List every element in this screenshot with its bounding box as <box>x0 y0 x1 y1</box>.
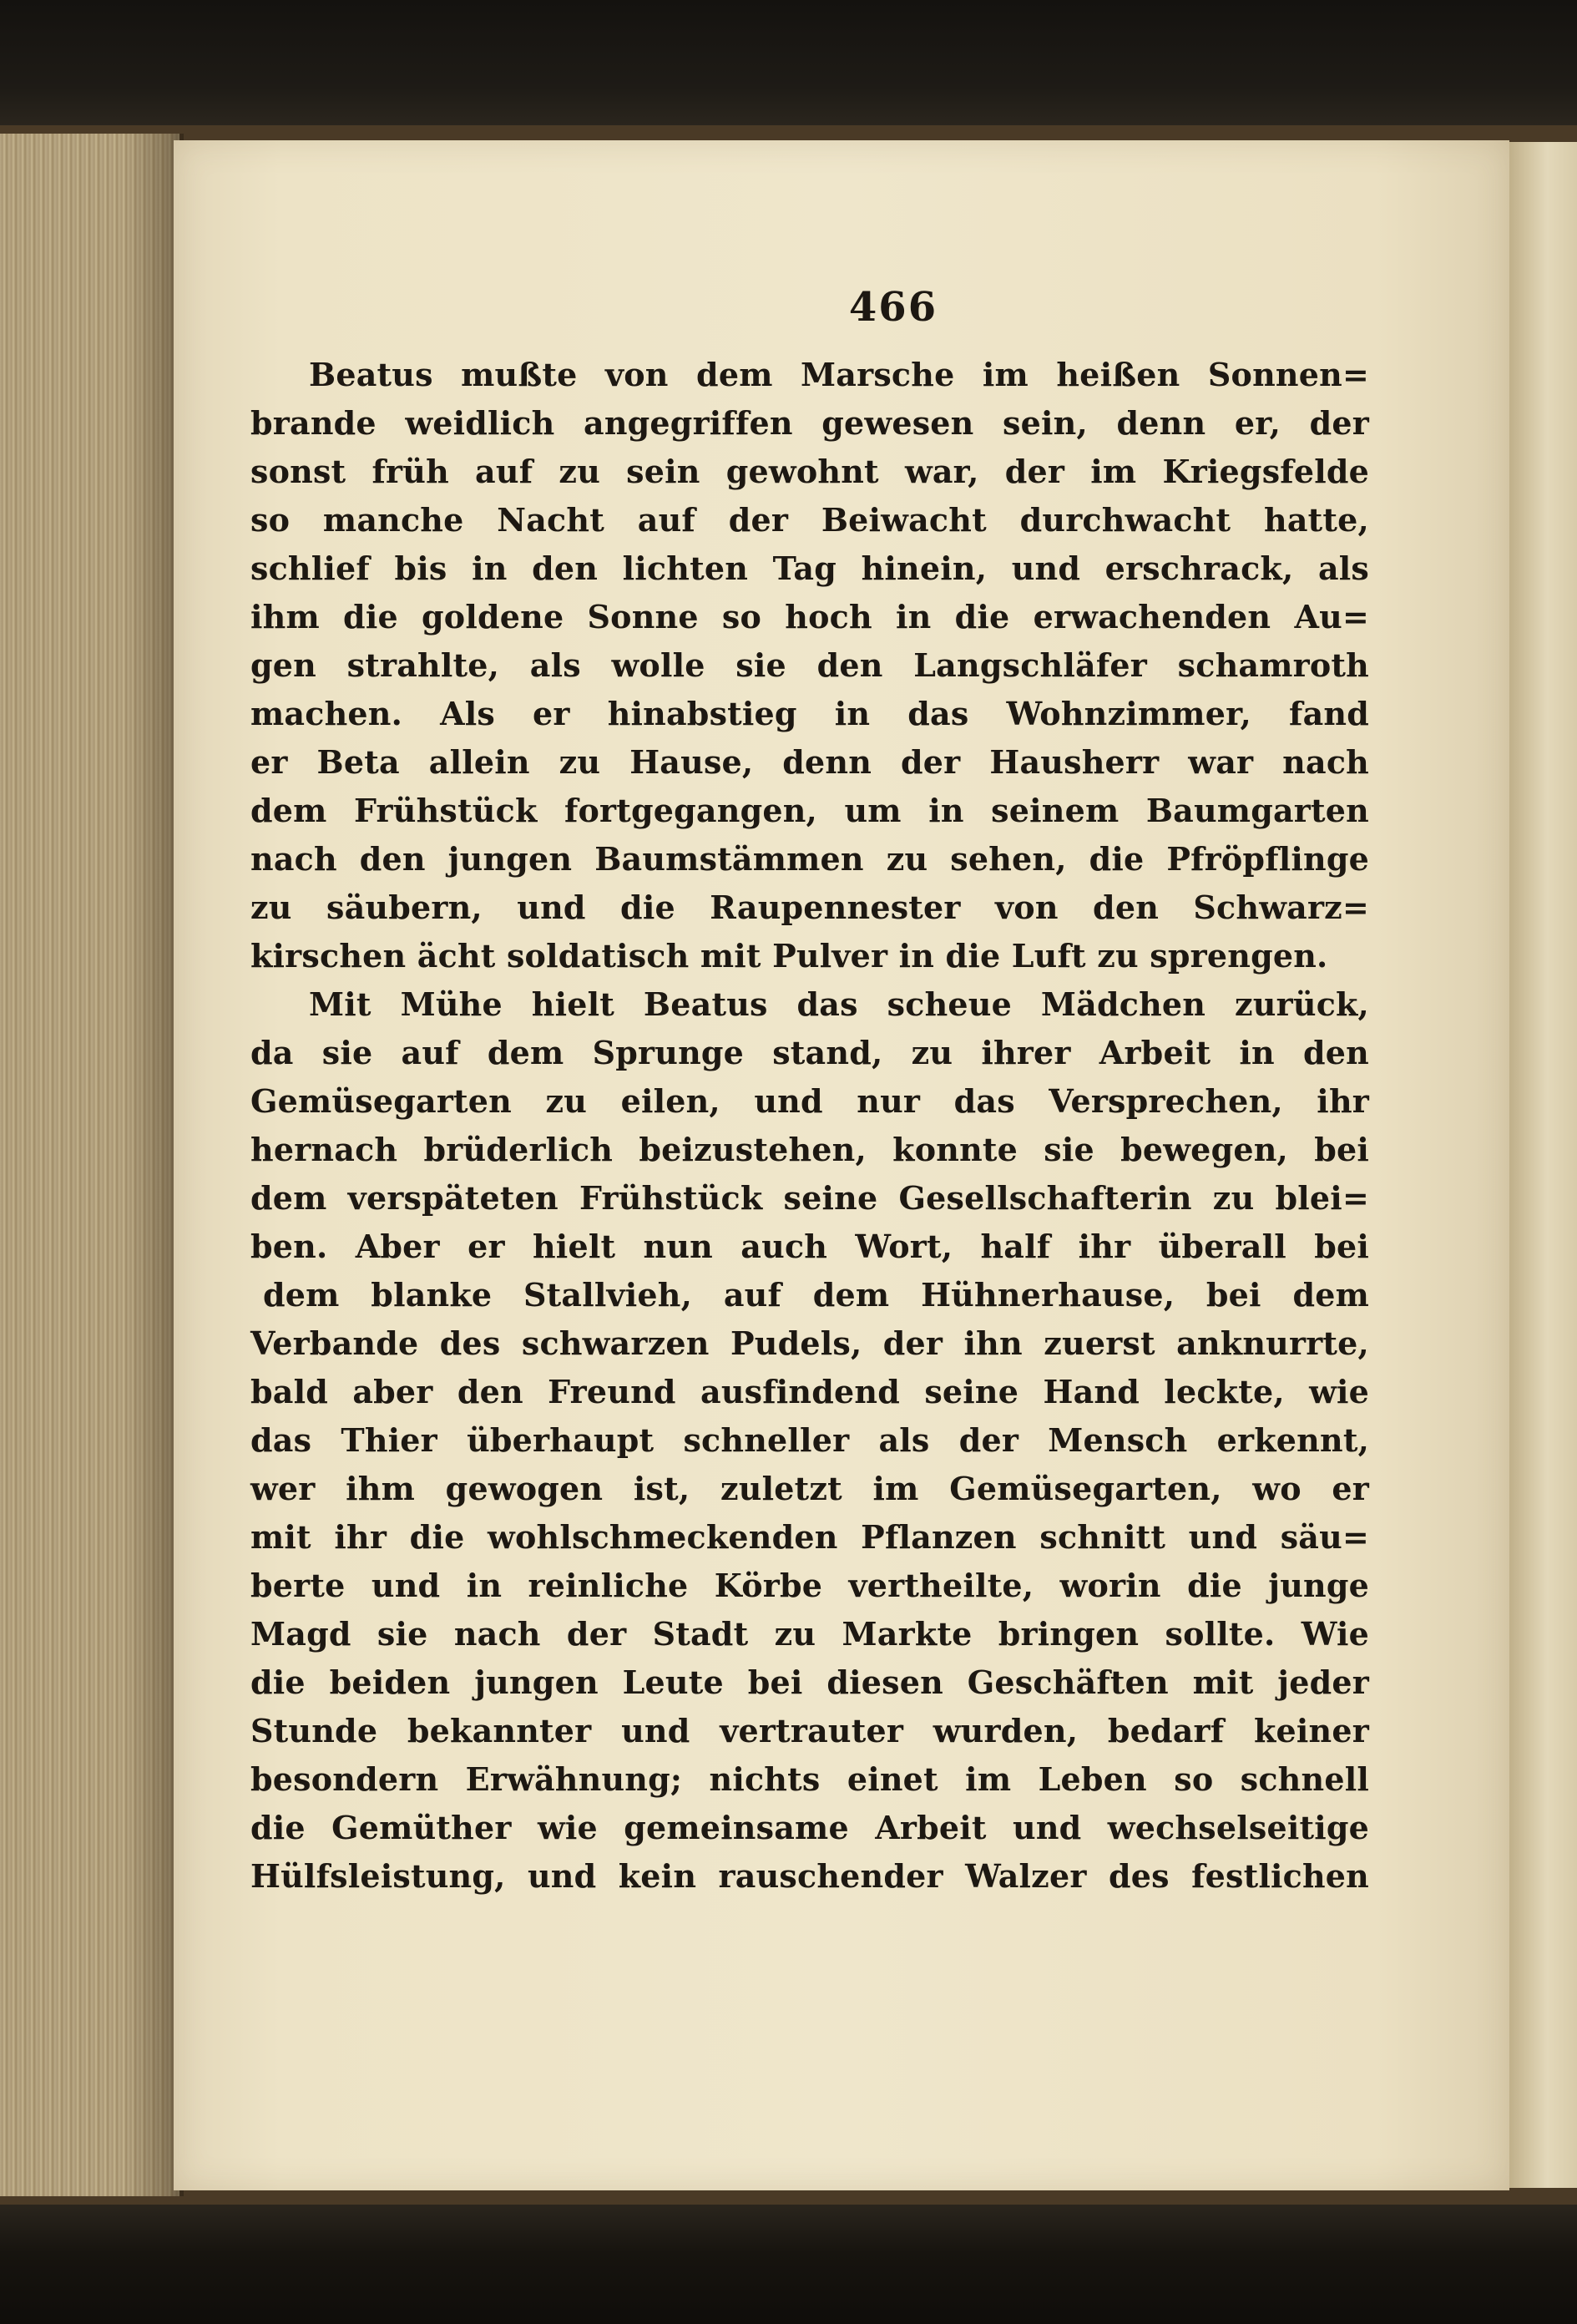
text-line: dem Frühstück fortgegangen, um in seinem Baumgarten <box>250 792 1369 829</box>
text-line: Verbande des schwarzen Pudels, der ihn zuerst anknurrte, <box>250 1324 1369 1362</box>
text-line: nach den jungen Baumstämmen zu sehen, die Pfröpflinge <box>250 840 1369 878</box>
text-line: da sie auf dem Sprunge stand, zu ihrer Arbeit in den <box>250 1034 1369 1071</box>
text-line: Hülfsleistung, und kein rauschender Walzer des festlichen <box>250 1857 1369 1895</box>
text-line: die Gemüther wie gemeinsame Arbeit und wechselseitige <box>250 1809 1369 1846</box>
text-line: so manche Nacht auf der Beiwacht durchwacht hatte, <box>250 501 1369 539</box>
bottom-background <box>0 2205 1577 2324</box>
text-line: schlief bis in den lichten Tag hinein, und erschrack, als <box>250 549 1369 587</box>
text-line: berte und in reinliche Körbe vertheilte, worin die junge <box>250 1567 1369 1604</box>
page-text <box>250 351 1369 1901</box>
text-line: er Beta allein zu Hause, denn der Hausherr war nach <box>250 743 1369 781</box>
text-line: mit ihr die wohlschmeckenden Pflanzen schnitt und säu= <box>250 1518 1369 1556</box>
text-line: bald aber den Freund ausfindend seine Hand leckte, wie <box>250 1373 1369 1410</box>
text-line: hernach brüderlich beizustehen, konnte sie bewegen, bei <box>250 1131 1369 1168</box>
page-number: 466 <box>848 284 938 331</box>
text-line: Gemüsegarten zu eilen, und nur das Versprechen, ihr <box>250 1082 1369 1120</box>
text-line: das Thier überhaupt schneller als der Mensch erkennt, <box>250 1421 1369 1459</box>
text-line: zu säubern, und die Raupennester von den Schwarz= <box>250 889 1369 926</box>
text-line: machen. Als er hinabstieg in das Wohnzimmer, fand <box>250 695 1369 732</box>
text-line: dem verspäteten Frühstück seine Gesellschafterin zu blei= <box>250 1179 1369 1217</box>
text-line: ihm die goldene Sonne so hoch in die erwachenden Au= <box>250 598 1369 635</box>
text-line: die beiden jungen Leute bei diesen Geschäften mit jeder <box>250 1663 1369 1701</box>
text-line: sonst früh auf zu sein gewohnt war, der im Kriegsfelde <box>250 453 1369 490</box>
text-line: wer ihm gewogen ist, zuletzt im Gemüsegarten, wo er <box>250 1470 1369 1507</box>
text-line: Mit Mühe hielt Beatus das scheue Mädchen zurück, <box>309 985 1369 1023</box>
text-line: Magd sie nach der Stadt zu Markte bringen sollte. Wie <box>250 1615 1369 1653</box>
text-line: Beatus mußte von dem Marsche im heißen Sonnen= <box>309 356 1369 393</box>
text-line: ben. Aber er hielt nun auch Wort, half ihr überall bei <box>250 1228 1369 1265</box>
top-background <box>0 0 1577 125</box>
text-line: Stunde bekannter und vertrauter wurden, bedarf keiner <box>250 1712 1369 1749</box>
text-line: kirschen ächt soldatisch mit Pulver in die Luft zu sprengen. <box>250 937 1328 975</box>
text-line: gen strahlte, als wolle sie den Langschläfer schamroth <box>250 646 1369 684</box>
right-page-edge <box>1503 142 1577 2188</box>
text-line: dem blanke Stallvieh, auf dem Hühnerhause, bei dem <box>263 1276 1369 1314</box>
text-line: brande weidlich angegriffen gewesen sein, denn er, der <box>250 404 1369 442</box>
text-line: besondern Erwähnung; nichts einet im Leben so schnell <box>250 1760 1369 1798</box>
